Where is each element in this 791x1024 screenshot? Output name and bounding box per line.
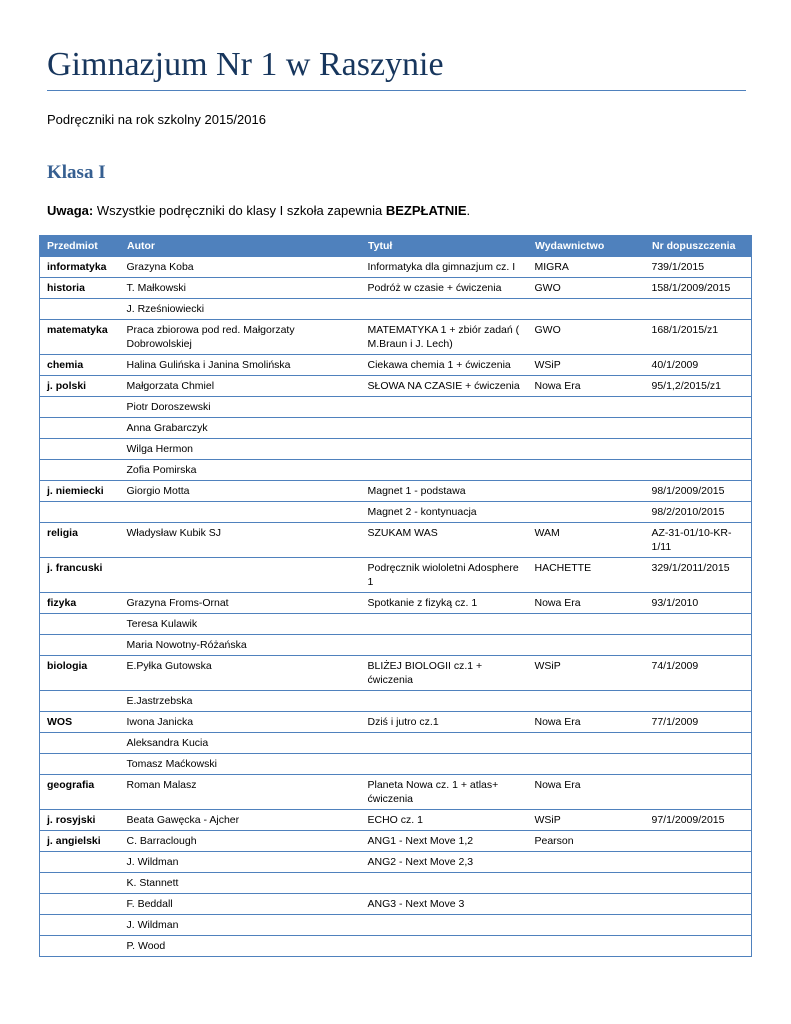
column-header-publisher: Wydawnictwo	[528, 236, 645, 257]
table-row	[40, 593, 752, 614]
table-row	[40, 376, 752, 397]
publisher-cell	[528, 418, 645, 439]
author-cell: E.Jastrzebska	[120, 691, 361, 712]
approval-number-cell	[645, 733, 752, 754]
table-header-row	[40, 236, 752, 257]
publisher-cell	[528, 733, 645, 754]
table-row	[40, 355, 752, 376]
approval-number-cell	[645, 299, 752, 320]
title-cell: Podręcznik wiololetni Adosphere 1	[361, 558, 528, 593]
table-row	[40, 397, 752, 418]
publisher-cell: GWO	[528, 278, 645, 299]
approval-number-cell: 329/1/2011/2015	[645, 558, 752, 593]
subject-cell: informatyka	[40, 257, 120, 278]
title-divider	[47, 90, 746, 91]
subject-cell: religia	[40, 523, 120, 558]
approval-number-cell	[645, 915, 752, 936]
table-row	[40, 810, 752, 831]
approval-number-cell	[645, 852, 752, 873]
approval-number-cell: 74/1/2009	[645, 656, 752, 691]
author-cell: Maria Nowotny-Różańska	[120, 635, 361, 656]
publisher-cell	[528, 481, 645, 502]
author-cell: C. Barraclough	[120, 831, 361, 852]
title-cell: ECHO cz. 1	[361, 810, 528, 831]
author-cell: Piotr Doroszewski	[120, 397, 361, 418]
author-cell: Tomasz Maćkowski	[120, 754, 361, 775]
author-cell: Anna Grabarczyk	[120, 418, 361, 439]
table-row	[40, 299, 752, 320]
author-cell: Giorgio Motta	[120, 481, 361, 502]
table-row	[40, 712, 752, 733]
author-cell: Grazyna Koba	[120, 257, 361, 278]
author-cell: P. Wood	[120, 936, 361, 957]
approval-number-cell	[645, 397, 752, 418]
column-header-author: Autor	[120, 236, 361, 257]
publisher-cell	[528, 691, 645, 712]
approval-number-cell	[645, 754, 752, 775]
title-cell: Informatyka dla gimnazjum cz. I	[361, 257, 528, 278]
author-cell: Praca zbiorowa pod red. Małgorzaty Dobrowolskiej	[120, 320, 361, 355]
subject-cell	[40, 418, 120, 439]
title-cell: BLIŻEJ BIOLOGII cz.1 + ćwiczenia	[361, 656, 528, 691]
column-header-title: Tytuł	[361, 236, 528, 257]
publisher-cell: GWO	[528, 320, 645, 355]
subject-cell	[40, 614, 120, 635]
title-cell	[361, 460, 528, 481]
subject-cell	[40, 691, 120, 712]
publisher-cell: WAM	[528, 523, 645, 558]
publisher-cell	[528, 894, 645, 915]
title-cell: Magnet 2 - kontynuacja	[361, 502, 528, 523]
table-row	[40, 656, 752, 691]
approval-number-cell	[645, 936, 752, 957]
author-cell: J. Wildman	[120, 915, 361, 936]
title-cell	[361, 418, 528, 439]
publisher-cell	[528, 439, 645, 460]
table-row	[40, 523, 752, 558]
title-cell	[361, 936, 528, 957]
subject-cell	[40, 852, 120, 873]
author-cell: Grazyna Froms-Ornat	[120, 593, 361, 614]
subject-cell	[40, 439, 120, 460]
title-cell	[361, 635, 528, 656]
publisher-cell: Nowa Era	[528, 376, 645, 397]
author-cell: Teresa Kulawik	[120, 614, 361, 635]
approval-number-cell: 77/1/2009	[645, 712, 752, 733]
publisher-cell	[528, 915, 645, 936]
subject-cell: matematyka	[40, 320, 120, 355]
publisher-cell: Pearson	[528, 831, 645, 852]
table-row	[40, 852, 752, 873]
approval-number-cell	[645, 614, 752, 635]
subject-cell	[40, 894, 120, 915]
title-cell	[361, 397, 528, 418]
publisher-cell	[528, 299, 645, 320]
author-cell: Beata Gawęcka - Ajcher	[120, 810, 361, 831]
note-strong: BEZPŁATNIE	[385, 203, 467, 218]
publisher-cell: WSiP	[528, 355, 645, 376]
approval-number-cell: 93/1/2010	[645, 593, 752, 614]
publisher-cell	[528, 754, 645, 775]
approval-number-cell: 40/1/2009	[645, 355, 752, 376]
subject-cell	[40, 873, 120, 894]
publisher-cell: Nowa Era	[528, 593, 645, 614]
subject-cell: geografia	[40, 775, 120, 810]
approval-number-cell	[645, 894, 752, 915]
title-cell: Dziś i jutro cz.1	[361, 712, 528, 733]
subject-cell: j. francuski	[40, 558, 120, 593]
title-cell	[361, 691, 528, 712]
author-cell: Władysław Kubik SJ	[120, 523, 361, 558]
subject-cell	[40, 397, 120, 418]
subject-cell: j. niemiecki	[40, 481, 120, 502]
table-row	[40, 754, 752, 775]
author-cell: Aleksandra Kucia	[120, 733, 361, 754]
author-cell	[120, 558, 361, 593]
table-row	[40, 915, 752, 936]
publisher-cell	[528, 635, 645, 656]
page-title: Gimnazjum Nr 1 w Raszynie	[47, 46, 444, 83]
approval-number-cell	[645, 635, 752, 656]
author-cell: Zofia Pomirska	[120, 460, 361, 481]
approval-number-cell: 98/2/2010/2015	[645, 502, 752, 523]
subject-cell	[40, 460, 120, 481]
table-row	[40, 257, 752, 278]
publisher-cell	[528, 460, 645, 481]
subject-cell: j. rosyjski	[40, 810, 120, 831]
subject-cell	[40, 635, 120, 656]
publisher-cell	[528, 852, 645, 873]
publisher-cell: Nowa Era	[528, 712, 645, 733]
section-heading: Klasa I	[47, 162, 106, 183]
title-cell: ANG2 - Next Move 2,3	[361, 852, 528, 873]
table-row	[40, 439, 752, 460]
table-row	[40, 418, 752, 439]
table-row	[40, 481, 752, 502]
approval-number-cell: 739/1/2015	[645, 257, 752, 278]
table-row	[40, 894, 752, 915]
title-cell	[361, 614, 528, 635]
subject-cell	[40, 502, 120, 523]
author-cell: K. Stannett	[120, 873, 361, 894]
subject-cell	[40, 754, 120, 775]
author-cell: F. Beddall	[120, 894, 361, 915]
approval-number-cell: 168/1/2015/z1	[645, 320, 752, 355]
title-cell: SZUKAM WAS	[361, 523, 528, 558]
approval-number-cell	[645, 439, 752, 460]
note-end: .	[466, 203, 471, 218]
subject-cell: biologia	[40, 656, 120, 691]
textbooks-table	[39, 235, 752, 957]
approval-number-cell: 98/1/2009/2015	[645, 481, 752, 502]
author-cell: Małgorzata Chmiel	[120, 376, 361, 397]
title-cell: Podróż w czasie + ćwiczenia	[361, 278, 528, 299]
publisher-cell	[528, 936, 645, 957]
publisher-cell: WSiP	[528, 810, 645, 831]
publisher-cell	[528, 873, 645, 894]
subject-cell: fizyka	[40, 593, 120, 614]
subject-cell: j. polski	[40, 376, 120, 397]
table-body	[40, 257, 752, 957]
author-cell: Halina Gulińska i Janina Smolińska	[120, 355, 361, 376]
title-cell: Spotkanie z fizyką cz. 1	[361, 593, 528, 614]
note-label: Uwaga:	[47, 203, 94, 218]
subject-cell	[40, 299, 120, 320]
table-row	[40, 691, 752, 712]
approval-number-cell	[645, 460, 752, 481]
title-cell: Magnet 1 - podstawa	[361, 481, 528, 502]
table-row	[40, 936, 752, 957]
approval-number-cell: AZ-31-01/10-KR-1/11	[645, 523, 752, 558]
publisher-cell	[528, 397, 645, 418]
subject-cell	[40, 915, 120, 936]
publisher-cell: HACHETTE	[528, 558, 645, 593]
table-row	[40, 558, 752, 593]
author-cell: Iwona Janicka	[120, 712, 361, 733]
table-row	[40, 614, 752, 635]
table-row	[40, 831, 752, 852]
title-cell: ANG3 - Next Move 3	[361, 894, 528, 915]
table-row	[40, 460, 752, 481]
free-textbooks-note	[47, 203, 470, 218]
school-year-subtitle: Podręczniki na rok szkolny 2015/2016	[47, 112, 266, 127]
title-cell: Planeta Nowa cz. 1 + atlas+ ćwiczenia	[361, 775, 528, 810]
approval-number-cell	[645, 418, 752, 439]
publisher-cell	[528, 502, 645, 523]
title-cell: SŁOWA NA CZASIE + ćwiczenia	[361, 376, 528, 397]
column-header-subject: Przedmiot	[40, 236, 120, 257]
publisher-cell	[528, 614, 645, 635]
title-cell	[361, 915, 528, 936]
table-row	[40, 502, 752, 523]
table-row	[40, 775, 752, 810]
author-cell: J. Rześniowiecki	[120, 299, 361, 320]
subject-cell	[40, 936, 120, 957]
subject-cell	[40, 733, 120, 754]
title-cell	[361, 439, 528, 460]
subject-cell: historia	[40, 278, 120, 299]
title-cell: MATEMATYKA 1 + zbiór zadań ( M.Braun i J. Lech)	[361, 320, 528, 355]
table-row	[40, 873, 752, 894]
title-cell	[361, 873, 528, 894]
column-header-approval-number: Nr dopuszczenia	[645, 236, 752, 257]
table-row	[40, 320, 752, 355]
author-cell	[120, 502, 361, 523]
approval-number-cell: 97/1/2009/2015	[645, 810, 752, 831]
approval-number-cell: 158/1/2009/2015	[645, 278, 752, 299]
author-cell: T. Małkowski	[120, 278, 361, 299]
table-row	[40, 733, 752, 754]
approval-number-cell: 95/1,2/2015/z1	[645, 376, 752, 397]
subject-cell: j. angielski	[40, 831, 120, 852]
author-cell: J. Wildman	[120, 852, 361, 873]
author-cell: E.Pyłka Gutowska	[120, 656, 361, 691]
note-text: Wszystkie podręczniki do klasy I szkoła zapewnia	[93, 203, 386, 218]
title-cell: ANG1 - Next Move 1,2	[361, 831, 528, 852]
publisher-cell: WSiP	[528, 656, 645, 691]
table-row	[40, 278, 752, 299]
publisher-cell: MIGRA	[528, 257, 645, 278]
approval-number-cell	[645, 873, 752, 894]
approval-number-cell	[645, 691, 752, 712]
title-cell	[361, 733, 528, 754]
title-cell	[361, 299, 528, 320]
title-cell: Ciekawa chemia 1 + ćwiczenia	[361, 355, 528, 376]
title-cell	[361, 754, 528, 775]
approval-number-cell	[645, 831, 752, 852]
author-cell: Roman Malasz	[120, 775, 361, 810]
author-cell: Wilga Hermon	[120, 439, 361, 460]
table-row	[40, 635, 752, 656]
subject-cell: chemia	[40, 355, 120, 376]
publisher-cell: Nowa Era	[528, 775, 645, 810]
subject-cell: WOS	[40, 712, 120, 733]
approval-number-cell	[645, 775, 752, 810]
